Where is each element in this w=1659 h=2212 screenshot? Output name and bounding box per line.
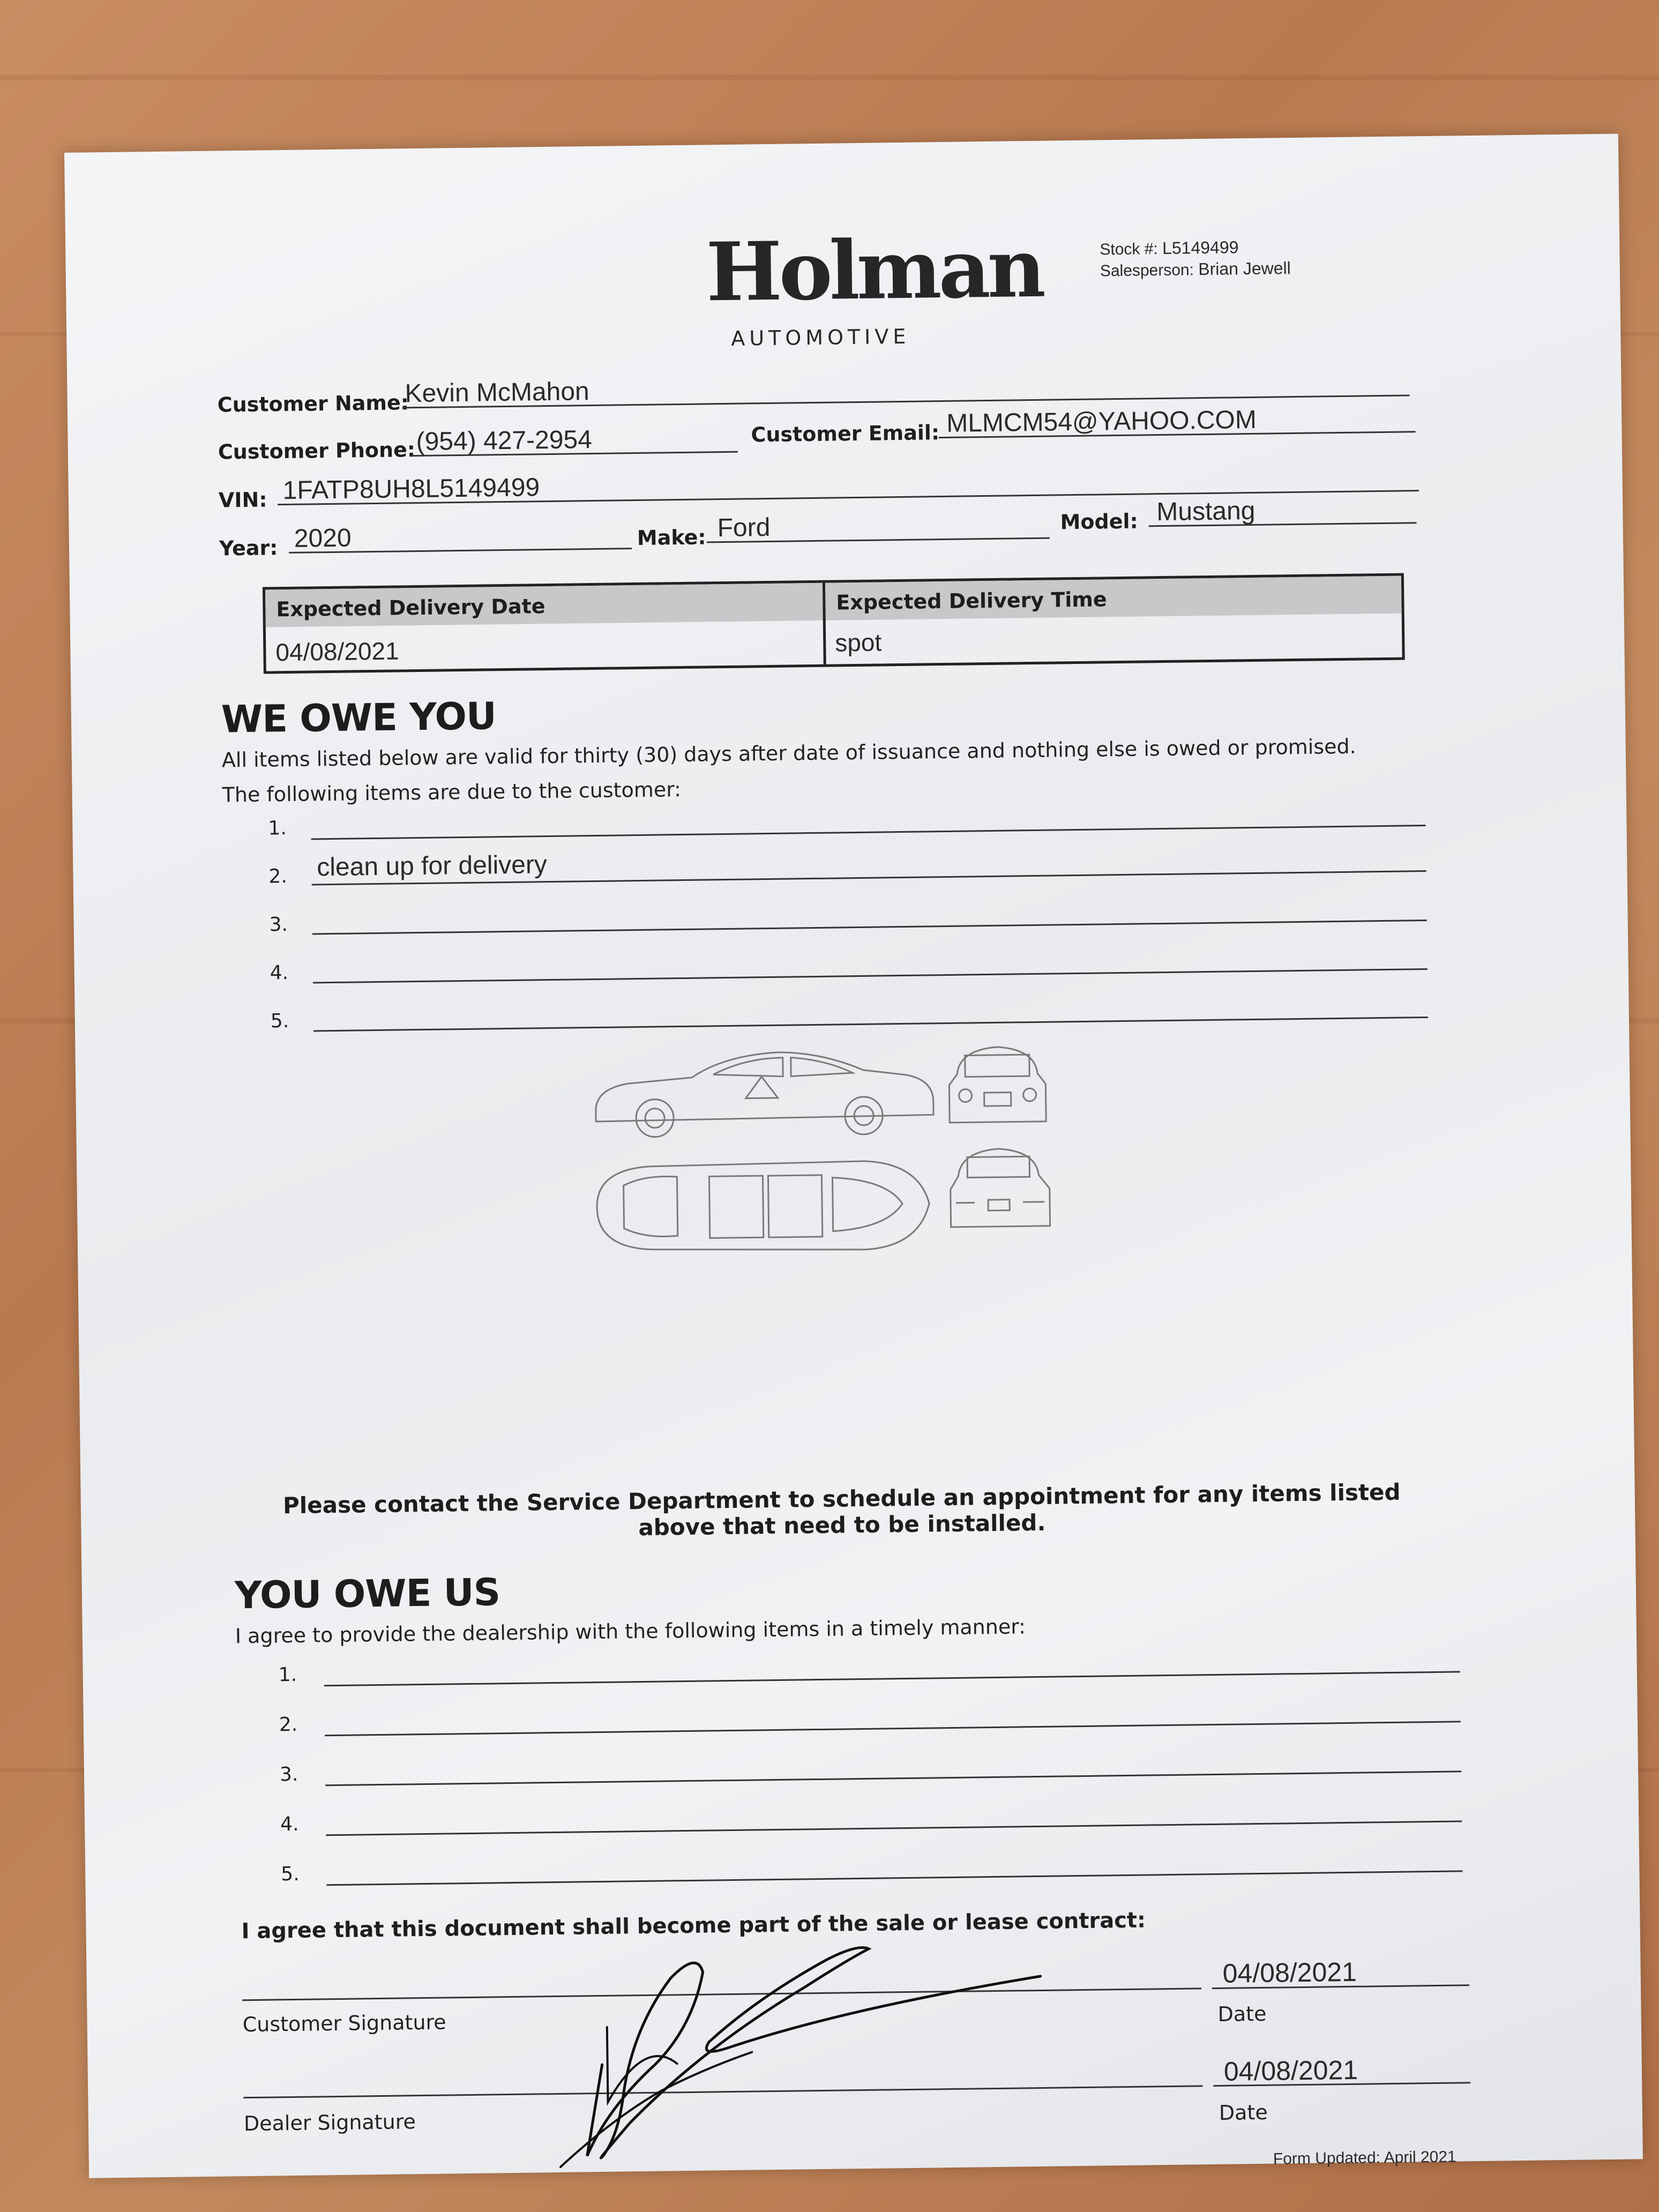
you-owe-item-4-number: 4. <box>280 1813 299 1836</box>
delivery-time-value: spot <box>834 628 882 657</box>
we-owe-item-3-line <box>312 920 1427 935</box>
you-owe-item-5-line <box>327 1870 1463 1886</box>
you-owe-intro-text: I agree to provide the dealership with the following items in a timely manner: <box>235 1615 1026 1648</box>
we-owe-item-1-number: 1. <box>268 817 287 840</box>
customer-date-label: Date <box>1217 2001 1267 2026</box>
customer-signature-date: 04/08/2021 <box>1222 1956 1357 1989</box>
you-owe-us-title: YOU OWE US <box>234 1570 500 1618</box>
we-owe-item-1-line <box>311 825 1426 840</box>
we-owe-item-5-line <box>313 1017 1428 1032</box>
holman-logo: Holman <box>705 221 1043 320</box>
year-value: 2020 <box>294 524 352 553</box>
you-owe-item-5-number: 5. <box>281 1863 300 1886</box>
car-top-view-icon <box>596 1160 930 1253</box>
you-owe-item-1-line <box>324 1671 1460 1686</box>
you-owe-item-3-line <box>325 1770 1461 1786</box>
we-owe-validity-text: All items listed below are valid for thirty (30) days after date of issuance and nothing else is owed or promised. <box>221 734 1356 772</box>
salesperson: Salesperson: Brian Jewell <box>1100 258 1291 280</box>
year-label: Year: <box>219 536 278 561</box>
customer-phone-label: Customer Phone: <box>218 438 416 464</box>
service-department-note: Please contact the Service Department to schedule an appointment for any items listed above that need to be installed. <box>282 1478 1401 1541</box>
dealer-signature-label: Dealer Signature <box>243 2110 416 2136</box>
delivery-date-label: Expected Delivery Date <box>276 594 545 622</box>
make-value: Ford <box>717 513 771 543</box>
we-owe-item-3-number: 3. <box>269 914 288 936</box>
you-owe-item-2-line <box>325 1721 1461 1736</box>
model-value: Mustang <box>1156 496 1256 527</box>
we-owe-item-4-line <box>313 968 1428 983</box>
we-owe-item-5-number: 5. <box>270 1010 289 1033</box>
customer-phone-value: (954) 427-2954 <box>416 425 593 457</box>
vehicle-damage-diagram <box>584 1041 1080 1293</box>
car-side-view-icon <box>595 1050 934 1138</box>
handwritten-signature <box>526 1925 1097 2178</box>
customer-email-value: MLMCM54@YAHOO.COM <box>946 405 1257 438</box>
you-owe-item-3-number: 3. <box>279 1763 298 1786</box>
customer-name-label: Customer Name: <box>217 391 409 417</box>
we-owe-item-2-number: 2. <box>268 865 288 888</box>
we-owe-intro-text: The following items are due to the customer: <box>222 778 682 807</box>
form-updated-note: Form Updated: April 2021 <box>1273 2148 1456 2168</box>
you-owe-item-4-line <box>326 1820 1462 1836</box>
vin-value: 1FATP8UH8L5149499 <box>282 473 540 505</box>
dealer-signature-date: 04/08/2021 <box>1223 2054 1358 2087</box>
logo-subtitle: AUTOMOTIVE <box>731 324 910 350</box>
car-front-view-icon <box>949 1047 1047 1123</box>
vin-label: VIN: <box>218 488 267 512</box>
we-owe-you-title: WE OWE YOU <box>221 694 497 742</box>
customer-signature-label: Customer Signature <box>242 2010 446 2037</box>
delivery-table <box>263 573 1405 674</box>
car-rear-view-icon <box>950 1148 1050 1227</box>
you-owe-item-1-number: 1. <box>278 1663 297 1686</box>
form-document <box>64 134 1643 2178</box>
customer-name-value: Kevin McMahon <box>405 377 589 408</box>
model-label: Model: <box>1060 509 1138 534</box>
delivery-date-value: 04/08/2021 <box>275 637 399 667</box>
stock-number: Stock #: L5149499 <box>1100 237 1239 259</box>
agreement-text: I agree that this document shall become part of the sale or lease contract: <box>241 1908 1146 1944</box>
make-label: Make: <box>637 525 706 550</box>
we-owe-item-4-number: 4. <box>270 962 289 984</box>
we-owe-item-2-text: clean up for delivery <box>317 850 548 882</box>
customer-email-label: Customer Email: <box>751 421 940 447</box>
you-owe-item-2-number: 2. <box>279 1713 298 1736</box>
dealer-date-label: Date <box>1219 2100 1268 2125</box>
delivery-time-label: Expected Delivery Time <box>836 587 1107 615</box>
